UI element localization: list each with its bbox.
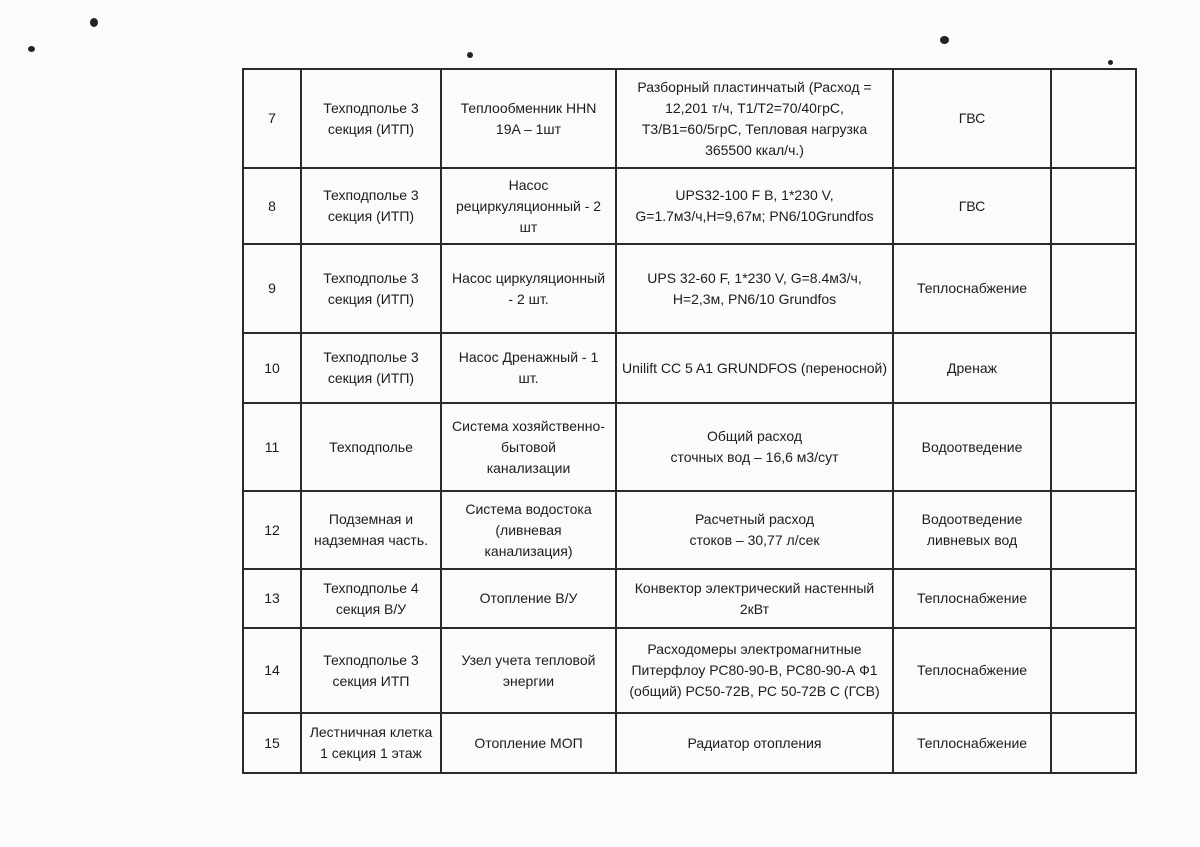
cell-num: 10 — [243, 333, 301, 403]
cell-location: Техподполье 3 секция ИТП — [301, 628, 441, 713]
scan-speck — [1108, 60, 1113, 65]
cell-location: Техподполье 3 секция (ИТП) — [301, 168, 441, 244]
cell-system: Водоотведение — [893, 403, 1051, 491]
cell-spec: Unilift CC 5 A1 GRUNDFOS (переносной) — [616, 333, 893, 403]
cell-num: 15 — [243, 713, 301, 773]
cell-spec: UPS32-100 F B, 1*230 V, G=1.7м3/ч,Н=9,67м; PN6/10Grundfos — [616, 168, 893, 244]
cell-num: 11 — [243, 403, 301, 491]
table-row — [243, 569, 1136, 628]
table-row — [243, 491, 1136, 569]
table-row — [243, 333, 1136, 403]
cell-equipment: Отопление МОП — [441, 713, 616, 773]
table-row — [243, 403, 1136, 491]
cell-note — [1051, 168, 1136, 244]
cell-system: Теплоснабжение — [893, 244, 1051, 333]
cell-note — [1051, 628, 1136, 713]
table-row — [243, 628, 1136, 713]
cell-equipment: Отопление В/У — [441, 569, 616, 628]
cell-equipment: Теплообменник HHN 19A – 1шт — [441, 69, 616, 168]
cell-system: Теплоснабжение — [893, 628, 1051, 713]
cell-location: Техподполье — [301, 403, 441, 491]
cell-num: 14 — [243, 628, 301, 713]
cell-spec: Разборный пластинчатый (Расход = 12,201 т/ч, Т1/Т2=70/40грС, Т3/В1=60/5грС, Тепловая нагрузка 365500 ккал/ч.) — [616, 69, 893, 168]
cell-note — [1051, 333, 1136, 403]
cell-system: Дренаж — [893, 333, 1051, 403]
cell-num: 13 — [243, 569, 301, 628]
table-row — [243, 713, 1136, 773]
cell-spec: Конвектор электрический настенный 2кВт — [616, 569, 893, 628]
cell-note — [1051, 713, 1136, 773]
cell-num: 9 — [243, 244, 301, 333]
cell-note — [1051, 403, 1136, 491]
cell-note — [1051, 244, 1136, 333]
cell-spec: Общий расход сточных вод – 16,6 м3/сут — [616, 403, 893, 491]
cell-num: 7 — [243, 69, 301, 168]
cell-spec: UPS 32-60 F, 1*230 V, G=8.4м3/ч, Н=2,3м, PN6/10 Grundfos — [616, 244, 893, 333]
scan-speck — [28, 46, 35, 52]
cell-location: Подземная и надземная часть. — [301, 491, 441, 569]
cell-spec: Расчетный расход стоков – 30,77 л/сек — [616, 491, 893, 569]
cell-system: Теплоснабжение — [893, 713, 1051, 773]
cell-num: 12 — [243, 491, 301, 569]
cell-equipment: Узел учета тепловой энергии — [441, 628, 616, 713]
equipment-table — [242, 68, 1137, 774]
cell-note — [1051, 69, 1136, 168]
cell-location: Техподполье 3 секция (ИТП) — [301, 244, 441, 333]
scan-speck — [467, 52, 473, 58]
table-row — [243, 168, 1136, 244]
cell-system: Водоотведение ливневых вод — [893, 491, 1051, 569]
scan-speck — [90, 18, 98, 27]
cell-spec: Радиатор отопления — [616, 713, 893, 773]
cell-location: Техподполье 3 секция (ИТП) — [301, 69, 441, 168]
cell-equipment: Насос Дренажный - 1 шт. — [441, 333, 616, 403]
cell-equipment: Система хозяйственно- бытовой канализации — [441, 403, 616, 491]
table-row — [243, 69, 1136, 168]
cell-note — [1051, 491, 1136, 569]
cell-equipment: Насос рециркуляционный - 2 шт — [441, 168, 616, 244]
cell-num: 8 — [243, 168, 301, 244]
scan-speck — [940, 36, 949, 44]
cell-note — [1051, 569, 1136, 628]
table-row — [243, 244, 1136, 333]
cell-location: Техподполье 4 секция В/У — [301, 569, 441, 628]
cell-location: Лестничная клетка 1 секция 1 этаж — [301, 713, 441, 773]
cell-system: Теплоснабжение — [893, 569, 1051, 628]
cell-system: ГВС — [893, 168, 1051, 244]
cell-spec: Расходомеры электромагнитные Питерфлоу РС80-90-В, РС80-90-А Ф1 (общий) РС50-72В, РС 50-72В С (ГСВ) — [616, 628, 893, 713]
cell-system: ГВС — [893, 69, 1051, 168]
cell-equipment: Система водостока (ливневая канализация) — [441, 491, 616, 569]
cell-location: Техподполье 3 секция (ИТП) — [301, 333, 441, 403]
cell-equipment: Насос циркуляционный - 2 шт. — [441, 244, 616, 333]
